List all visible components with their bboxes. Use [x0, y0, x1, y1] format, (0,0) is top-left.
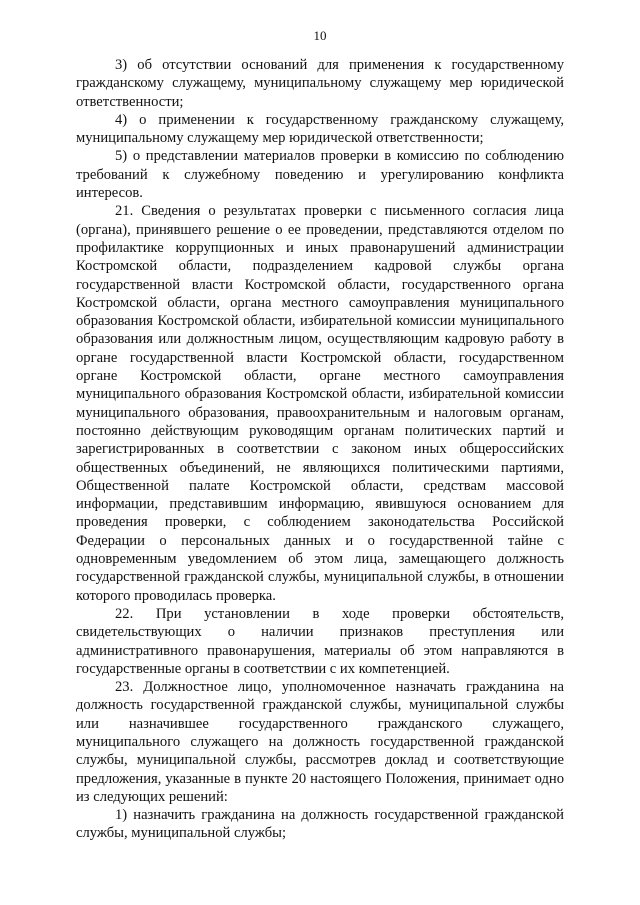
paragraph-item-5: 5) о представлении материалов проверки в комиссию по соблюдению требований к служебному поведению и урегулированию конфликта интересов. — [76, 148, 564, 202]
paragraph-23: 23. Должностное лицо, уполномоченное назначать гражданина на должность государственной гражданской службы, муниципальной службы или назначившее государственного гражданского служащего, муниципального служащего на должность государственной гражданской службы, муниципальной службы, рассмотрев доклад и соответствующие предложения, указанные в пункте 20 настоящего Положения, принимает одно из следующих решений: — [76, 679, 564, 805]
page-number: 10 — [313, 28, 327, 43]
paragraph-item-4: 4) о применении к государственному гражданскому служащему, муниципальному служащему мер юридической ответственности; — [76, 111, 564, 147]
document-body — [76, 56, 564, 843]
paragraph-23-item-1: 1) назначить гражданина на должность государственной гражданской службы, муниципальной службы; — [76, 807, 564, 842]
paragraph-21: 21. Сведения о результатах проверки с письменного согласия лица (органа), принявшего решение о ее проведении, представляются отделом по профилактике коррупционных и иных правонарушений администрации Костромской области, подразделением кадровой службы органа государственной власти Костромской области, государственного органа Костромской области, органа местного самоуправления муниципального образования Костромской области, избирательной комиссии муниципального образования или должностным лицом, осуществляющим кадровую работу в органе государственной власти Костромской области, государственном органе Костромской области, органе местного самоуправления муниципального образования Костромской области, избирательной комиссии муниципального образования, правоохранительным и налоговым органам, постоянно действующим руководящим органам политических партий и зарегистрированных в соответствии с законом иных общероссийских общественных объединений, не являющихся политическими партиями, Общественной палате Костромской области, средствам массовой информации, представившим информацию, явившуюся основанием для проведения проверки, с соблюдением законодательства Российской Федерации о персональных данных и о государственной тайне с одновременным уведомлением об этом лица, замещающего должность государственной гражданской службы, муниципальной службы, в отношении которого проводилась проверка. — [76, 203, 564, 604]
paragraph-22: 22. При установлении в ходе проверки обстоятельств, свидетельствующих о наличии признаков преступления или административного правонарушения, материалы об этом направляются в государственные органы в соответствии с их компетенцией. — [76, 605, 564, 677]
paragraph-item-3: 3) об отсутствии оснований для применения к государственному гражданскому служащему, муниципальному служащему мер юридической ответственности; — [76, 57, 564, 110]
